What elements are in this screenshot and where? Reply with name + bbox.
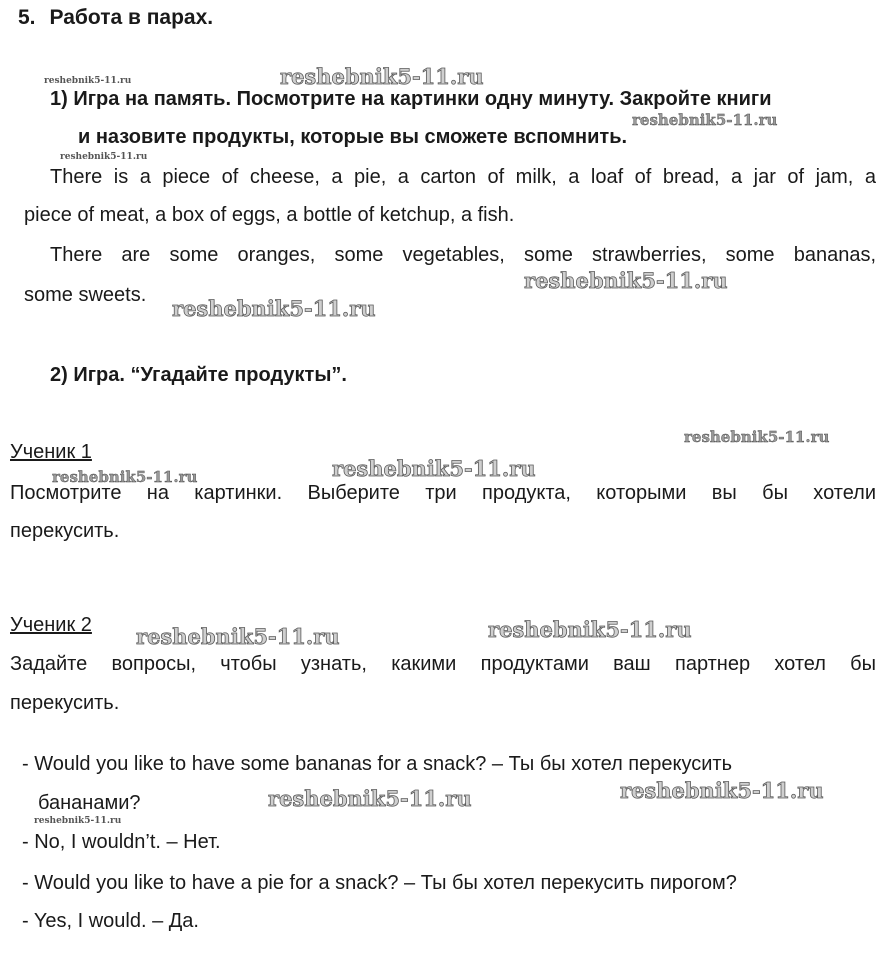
watermark: reshebnik5-11.ru: [620, 778, 824, 803]
watermark: reshebnik5-11.ru: [34, 816, 122, 826]
exercise-heading: [18, 6, 213, 30]
para1-line1: There is a piece of cheese, a pie, a carton of milk, a loaf of bread, a jar of jam, a: [50, 166, 876, 188]
part2-heading: 2) Игра. “Угадайте продукты”.: [50, 364, 347, 386]
student1-line2: перекусить.: [10, 520, 120, 542]
part1-heading-line1: 1) Игра на память. Посмотрите на картинки одну минуту. Закройте книги: [50, 88, 772, 110]
watermark: reshebnik5-11.ru: [488, 617, 692, 642]
student2-line2: перекусить.: [10, 692, 120, 714]
dialogue-line-1b: бананами?: [38, 792, 141, 814]
watermark: reshebnik5-11.ru: [136, 624, 340, 649]
student1-label: Ученик 1: [10, 441, 92, 463]
watermark: reshebnik5-11.ru: [524, 268, 728, 293]
dialogue-line-3: - Would you like to have a pie for a snack? – Ты бы хотел перекусить пирогом?: [22, 872, 737, 894]
watermark: reshebnik5-11.ru: [172, 296, 376, 321]
watermark: reshebnik5-11.ru: [684, 428, 830, 446]
watermark: reshebnik5-11.ru: [632, 111, 778, 129]
para1-line2: piece of meat, a box of eggs, a bottle of ketchup, a fish.: [24, 204, 515, 226]
para2-line2: some sweets.: [24, 284, 147, 306]
para2-line1: There are some oranges, some vegetables, some strawberries, some bananas,: [50, 244, 876, 266]
watermark: reshebnik5-11.ru: [280, 64, 484, 89]
dialogue-line-2: - No, I wouldn’t. – Нет.: [22, 831, 221, 853]
exercise-number: 5.: [18, 6, 36, 29]
student1-line1: Посмотрите на картинки. Выберите три продукта, которыми вы бы хотели: [10, 482, 876, 504]
student2-label: Ученик 2: [10, 614, 92, 636]
part1-heading-line2: и назовите продукты, которые вы сможете вспомнить.: [78, 126, 628, 148]
student2-line1: Задайте вопросы, чтобы узнать, какими продуктами ваш партнер хотел бы: [10, 653, 876, 675]
watermark: reshebnik5-11.ru: [52, 468, 198, 486]
dialogue-line-1a: - Would you like to have some bananas for a snack? – Ты бы хотел перекусить: [22, 753, 733, 775]
watermark: reshebnik5-11.ru: [268, 786, 472, 811]
dialogue-line-4: - Yes, I would. – Да.: [22, 910, 199, 932]
watermark: reshebnik5-11.ru: [332, 456, 536, 481]
watermark: reshebnik5-11.ru: [60, 152, 148, 162]
exercise-title: Работа в парах.: [49, 6, 214, 29]
watermark: reshebnik5-11.ru: [44, 76, 132, 86]
